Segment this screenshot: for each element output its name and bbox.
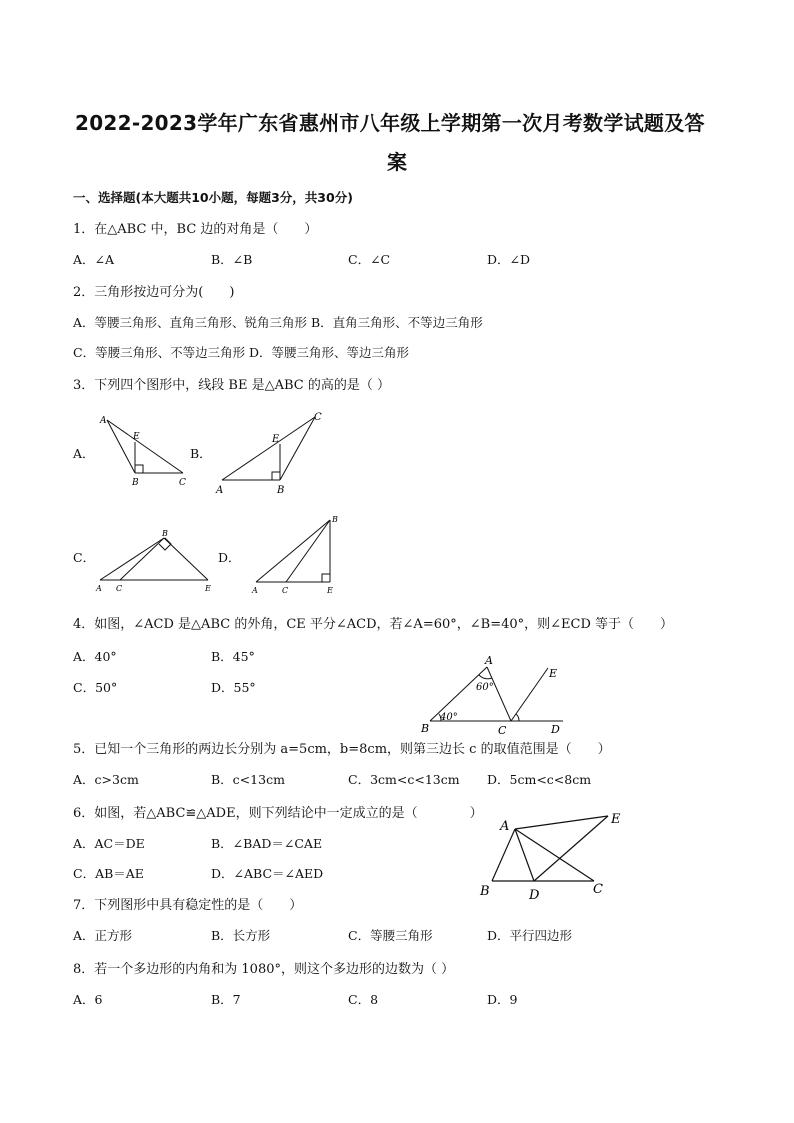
label-a: A <box>500 819 510 834</box>
option-a-label: A． <box>73 446 95 461</box>
label-c: C <box>179 478 186 488</box>
label-c: C <box>593 882 603 897</box>
label-c: C <box>314 412 322 423</box>
option-b: B．长方形 <box>211 928 271 943</box>
label-b: B <box>277 485 285 496</box>
option-a: A．AC＝DE <box>73 836 145 851</box>
label-c: C <box>282 586 289 595</box>
label-d: D <box>551 723 560 736</box>
question-stem: 4．如图，∠ACD 是△ABC 的外角，CE 平分∠ACD，若∠A=60°，∠B=40°，则∠ECD 等于（ ） <box>73 617 674 632</box>
option-c-label: C． <box>73 550 96 565</box>
option-d: D．9 <box>487 992 518 1007</box>
options-line-1: A．等腰三角形、直角三角形、锐角三角形 B．直角三角形、不等边三角形 <box>73 315 483 330</box>
option-c: C．等腰三角形 <box>348 928 433 943</box>
option-b: B．45° <box>211 649 255 664</box>
figure-c <box>92 524 222 596</box>
option-d: D．55° <box>211 680 256 695</box>
label-b: B <box>421 722 430 735</box>
question-stem: 6．如图，若△ABC≌△ADE，则下列结论中一定成立的是（ ） <box>73 806 483 821</box>
option-b: B．∠BAD＝∠CAE <box>211 836 323 851</box>
figure-d <box>248 510 348 596</box>
question-stem: 1．在△ABC 中，BC 边的对角是（ ） <box>73 222 318 237</box>
angle-b-label: 40° <box>440 712 458 723</box>
label-a: A <box>216 485 224 496</box>
label-e: E <box>549 667 558 680</box>
option-c: C．8 <box>348 992 379 1007</box>
figure-q4 <box>415 652 580 736</box>
question-stem: 8．若一个多边形的内角和为 1080°，则这个多边形的边数为（ ） <box>73 962 455 977</box>
options-line-2: C．等腰三角形、不等边三角形 D．等腰三角形、等边三角形 <box>73 345 410 360</box>
section-heading: 一、选择题(本大题共10小题，每题3分，共30分) <box>73 190 353 205</box>
option-d: D．∠ABC＝∠AED <box>211 866 324 881</box>
label-e: E <box>327 586 333 595</box>
figure-b <box>210 404 335 500</box>
label-e: E <box>205 584 211 593</box>
figure-q6 <box>472 806 632 906</box>
figure-a <box>95 408 195 490</box>
label-d: D <box>529 888 540 903</box>
option-c: C．AB＝AE <box>73 866 144 881</box>
label-e: E <box>133 432 140 442</box>
label-b: B <box>480 884 490 899</box>
option-b: B．c<13cm <box>211 772 285 787</box>
option-c: C．3cm<c<13cm <box>348 772 460 787</box>
question-stem: 7．下列图形中具有稳定性的是（ ） <box>73 898 303 913</box>
page-title: 2022-2023学年广东省惠州市八年级上学期第一次月考数学试题及答 <box>75 111 705 135</box>
option-a: A．正方形 <box>73 928 133 943</box>
option-a: A．6 <box>73 992 103 1007</box>
angle-a-label: 60° <box>476 682 494 693</box>
question-stem: 2．三角形按边可分为( ) <box>73 285 235 300</box>
label-a: A <box>100 416 107 426</box>
question-stem: 5．已知一个三角形的两边长分别为 a=5cm，b=8cm，则第三边长 c 的取值范围是（ ） <box>73 742 611 757</box>
label-b: B <box>162 529 168 538</box>
label-c: C <box>116 584 123 593</box>
option-d: D．∠D <box>487 252 531 267</box>
option-b: B．∠B <box>211 252 253 267</box>
label-b: B <box>132 478 139 488</box>
label-a: A <box>485 654 493 667</box>
option-c: C．∠C <box>348 252 391 267</box>
option-b-label: B． <box>190 446 212 461</box>
label-a: A <box>252 586 258 595</box>
label-e: E <box>611 812 621 827</box>
page-title-continued: 案 <box>387 150 408 174</box>
label-a: A <box>96 584 102 593</box>
label-c: C <box>498 724 507 736</box>
question-stem: 3．下列四个图形中，线段 BE 是△ABC 的高的是（ ） <box>73 378 390 393</box>
option-d: D．平行四边形 <box>487 928 573 943</box>
option-c: C．50° <box>73 680 118 695</box>
option-b: B．7 <box>211 992 241 1007</box>
label-e: E <box>272 434 280 445</box>
option-d-label: D． <box>218 550 241 565</box>
option-a: A．c>3cm <box>73 772 139 787</box>
option-d: D．5cm<c<8cm <box>487 772 592 787</box>
option-a: A．40° <box>73 649 117 664</box>
option-a: A．∠A <box>73 252 115 267</box>
label-b: B <box>332 515 338 524</box>
